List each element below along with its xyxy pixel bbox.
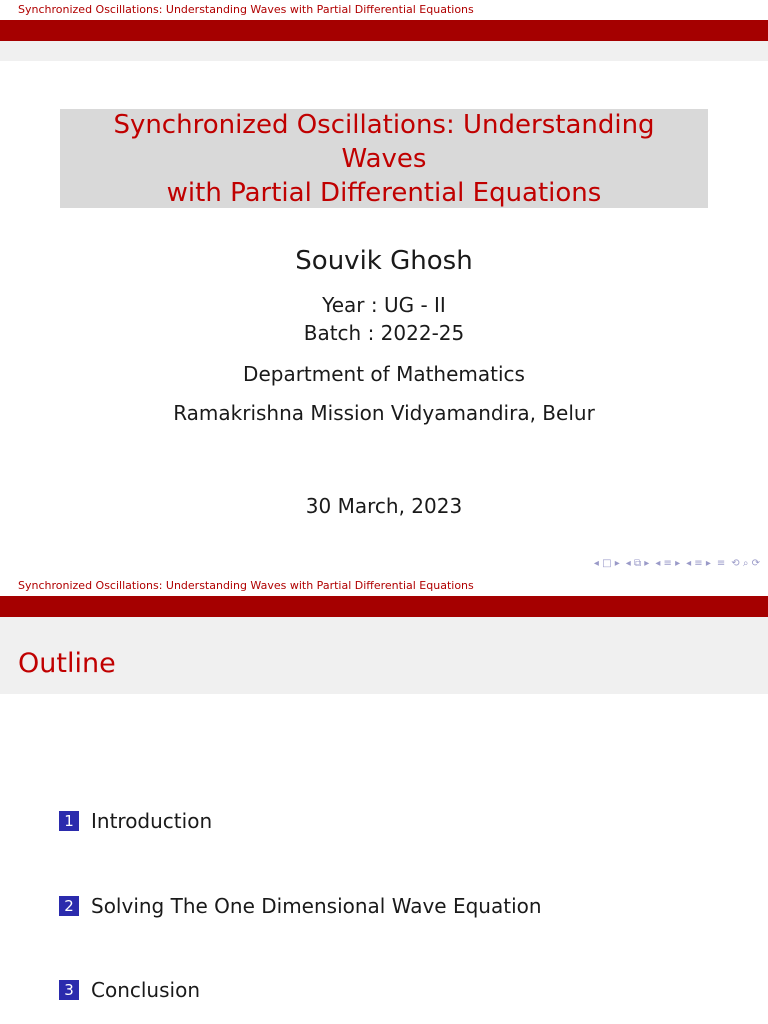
nav-frame-icon[interactable]: ◂ □ ▸ bbox=[593, 558, 620, 569]
institution: Ramakrishna Mission Vidyamandira, Belur bbox=[173, 401, 595, 425]
nav-section-icon[interactable]: ◂ ≡ ▸ bbox=[655, 558, 681, 569]
nav-appendix-icon[interactable]: ≡ bbox=[716, 558, 726, 569]
presentation-date: 30 March, 2023 bbox=[305, 494, 463, 518]
header-red-bar bbox=[0, 20, 768, 41]
nav-search-icon[interactable]: ⟲ ⌕ ⟳ bbox=[731, 558, 760, 569]
toc-item-label: Solving The One Dimensional Wave Equation bbox=[91, 894, 542, 918]
toc-item-label: Conclusion bbox=[91, 978, 200, 1002]
department: Department of Mathematics bbox=[243, 362, 525, 386]
toc-item-wave-equation[interactable] bbox=[59, 894, 542, 918]
presentation-title-box bbox=[60, 109, 708, 208]
title-line-1: Synchronized Oscillations: Understanding Waves bbox=[113, 109, 655, 174]
slide-headline: Synchronized Oscillations: Understanding Waves with Partial Differential Equations bbox=[0, 576, 768, 596]
author-year: Year : UG - II bbox=[322, 293, 446, 317]
nav-subsection-icon[interactable]: ◂ ⧉ ▸ bbox=[625, 558, 650, 569]
nav-document-icon[interactable]: ◂ ≡ ▸ bbox=[686, 558, 711, 569]
slide-headline: Synchronized Oscillations: Understanding Waves with Partial Differential Equations bbox=[0, 0, 768, 20]
author-name: Souvik Ghosh bbox=[295, 246, 473, 276]
toc-item-introduction[interactable] bbox=[59, 809, 212, 833]
title-line-2: with Partial Differential Equations bbox=[166, 177, 602, 208]
frame-title: Outline bbox=[18, 648, 116, 679]
toc-number-badge: 3 bbox=[59, 980, 79, 1000]
beamer-navigation-symbols bbox=[594, 556, 760, 572]
header-gray-bar bbox=[0, 41, 768, 61]
presentation-title bbox=[72, 108, 696, 210]
toc-number-badge: 2 bbox=[59, 896, 79, 916]
toc-item-label: Introduction bbox=[91, 809, 213, 833]
author-batch: Batch : 2022-25 bbox=[303, 321, 465, 345]
toc-item-conclusion[interactable] bbox=[59, 978, 200, 1002]
header-red-bar bbox=[0, 596, 768, 617]
outline-slide bbox=[0, 576, 768, 1024]
toc-number-badge: 1 bbox=[59, 811, 79, 831]
